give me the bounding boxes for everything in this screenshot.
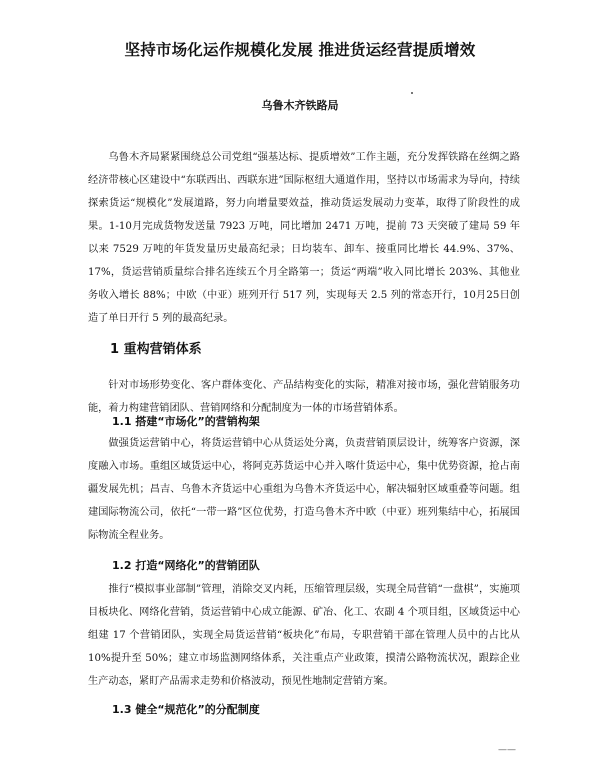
subsection-1-1-paragraph: 做强货运营销中心，将货运营销中心从货运处分离，负责营销顶层设计，统筹客户资源，深度融入市场。重组区域货运中心，将阿克苏货运中心并入喀什货运中心，集中优势资源，抢占南疆发展先机；昌吉、乌鲁木齐货运中心重组为乌鲁木齐货运中心，解决辐射区域重叠等问题。组建国际物流公司，依托“一带一路”区位优势，打造乌鲁木齐中欧（中亚）班列集结中心，拓展国际物流全程业务。 <box>88 438 520 541</box>
subsection-heading-1-1: 1.1 搭建“市场化”的营销构架 <box>112 415 260 428</box>
subsection-heading-1-2: 1.2 打造“网络化”的营销团队 <box>112 559 260 572</box>
intro-paragraph: 乌鲁木齐局紧紧围绕总公司党组“强基达标、提质增效”工作主题，充分发挥铁路在丝绸之路经济带核心区建设中“东联西出、西联东进”国际枢纽大通道作用，坚持以市场需求为导向，持续探索货运“规模化”发展道路，努力向增量要效益，推动货运发展动力变革，取得了阶段性的成果。1-10月完成货物发送量 7923 万吨，同比增加 2471 万吨，提前 73 天突破了建局 59 年以来 7529 万吨的年货发量历史最高纪录；日均装车、卸车、接重同比增长 44.9%、37%、17%，货运营销质量综合排名连续五个月全路第一；货运“两端”收入同比增长 203%、其他业务收入增长 88%；中欧（中亚）班列开行 517 列，实现每天 2.5 列的常态开行，10月25日创造了单日开行 5 列的最高纪录。 <box>88 152 520 324</box>
section-heading-1: 1 重构营销体系 <box>110 342 202 357</box>
subsection-heading-1-3: 1.3 健全“规范化”的分配制度 <box>112 703 260 716</box>
subsection-1-2-paragraph: 推行“模拟事业部制”管理，消除交叉内耗，压缩管理层级，实现全局营销“一盘棋”，实施项目板块化、网络化营销，货运营销中心成立能源、矿冶、化工、农副 4 个项目组，区域货运中心组建 17 个营销团队，实现全局货运营销“板块化”布局，专职营销干部在管理人员中的占比从 10%提升至 50%；建立市场监测网络体系，关注重点产业政策，摸清公路物流状况，跟踪企业生产动态，紧盯产品需求走势和价格波动，预见性地制定营销方案。 <box>88 584 520 687</box>
author-byline: 乌鲁木齐铁路局 <box>261 99 339 112</box>
document-title: 坚持市场化运作规模化发展 推进货运经营提质增效 <box>124 41 476 59</box>
section-1-paragraph: 针对市场形势变化、客户群体变化、产品结构变化的实际，精准对接市场，强化营销服务功能，着力构建营销团队、营销网络和分配制度为一体的市场营销体系。 <box>88 380 520 414</box>
scan-speck <box>411 92 413 94</box>
page-number: —— <box>498 745 516 755</box>
